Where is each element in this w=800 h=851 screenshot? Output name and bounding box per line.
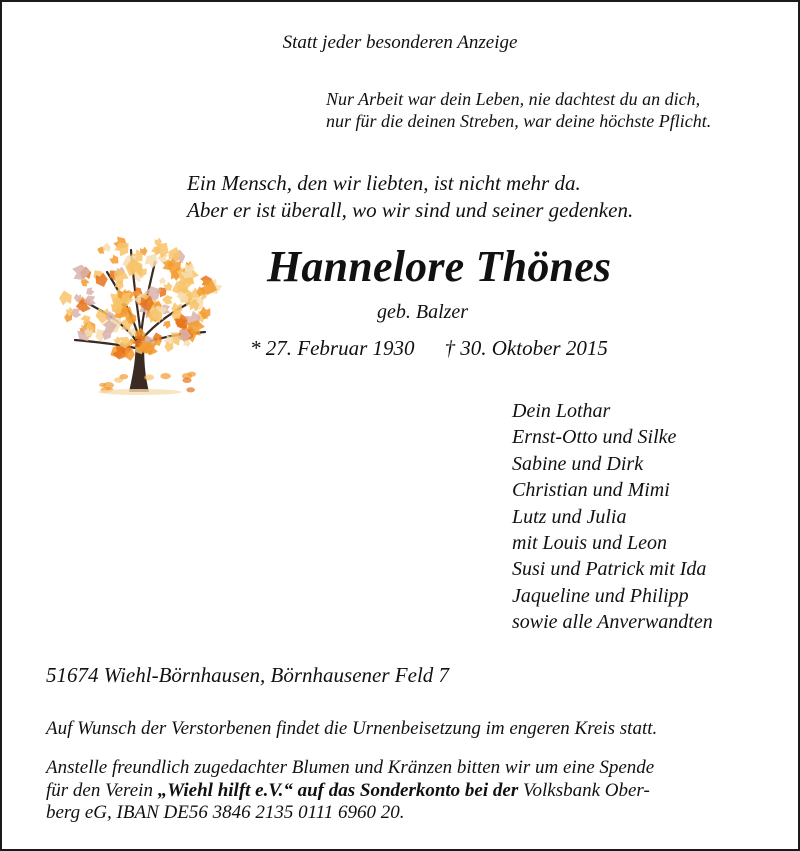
donation-line: berg eG, IBAN DE56 3846 2135 0111 6960 20.: [46, 802, 405, 823]
maiden-name: geb. Balzer: [377, 301, 469, 323]
donation-request: [46, 757, 654, 825]
mourner-line: Christian und Mimi: [512, 479, 670, 502]
deceased-name: Hannelore Thönes: [267, 242, 612, 291]
death-date: † 30. Oktober 2015: [444, 336, 608, 360]
motto-line: nur für die deinen Streben, war deine höchste Pflicht.: [326, 111, 712, 131]
mourner-line: Susi und Patrick mit Ida: [512, 558, 707, 581]
life-dates: [250, 336, 608, 361]
mourners-list: [512, 398, 713, 636]
memorial-verse: [187, 170, 633, 224]
mourner-line: Lutz und Julia: [512, 505, 627, 528]
donation-bank: Volksbank Ober-: [518, 779, 650, 801]
family-address: 51674 Wiehl-Börnhausen, Börnhausener Feld 7: [46, 663, 450, 687]
mourner-line: mit Louis und Leon: [512, 532, 668, 555]
motto-verse: [326, 88, 711, 132]
donation-line: Anstelle freundlich zugedachter Blumen und Kränzen bitten wir um eine Spende: [46, 757, 655, 778]
mourner-line: Dein Lothar: [512, 400, 611, 422]
mourner-line: Jaqueline und Philipp: [512, 584, 689, 607]
birth-date: * 27. Februar 1930: [250, 336, 415, 360]
notice-heading: Statt jeder besonderen Anzeige: [282, 32, 518, 53]
mourner-line: Sabine und Dirk: [512, 452, 644, 475]
burial-notice: Auf Wunsch der Verstorbenen findet die Urnenbeisetzung im engeren Kreis statt.: [46, 718, 658, 739]
donation-line: [46, 780, 654, 803]
mourner-line: Ernst-Otto und Silke: [512, 426, 677, 449]
verse-line: Aber er ist überall, wo wir sind und seiner gedenken.: [187, 198, 634, 222]
verse-line: Ein Mensch, den wir liebten, ist nicht mehr da.: [187, 171, 581, 195]
charity-name: „Wiehl hilft e.V.“ auf das Sonderkonto bei der: [157, 779, 519, 801]
mourner-line: sowie alle Anverwandten: [512, 611, 713, 634]
motto-line: Nur Arbeit war dein Leben, nie dachtest du an dich,: [326, 89, 701, 109]
autumn-tree-icon: [45, 224, 225, 396]
donation-prefix: für den Verein: [46, 779, 158, 801]
